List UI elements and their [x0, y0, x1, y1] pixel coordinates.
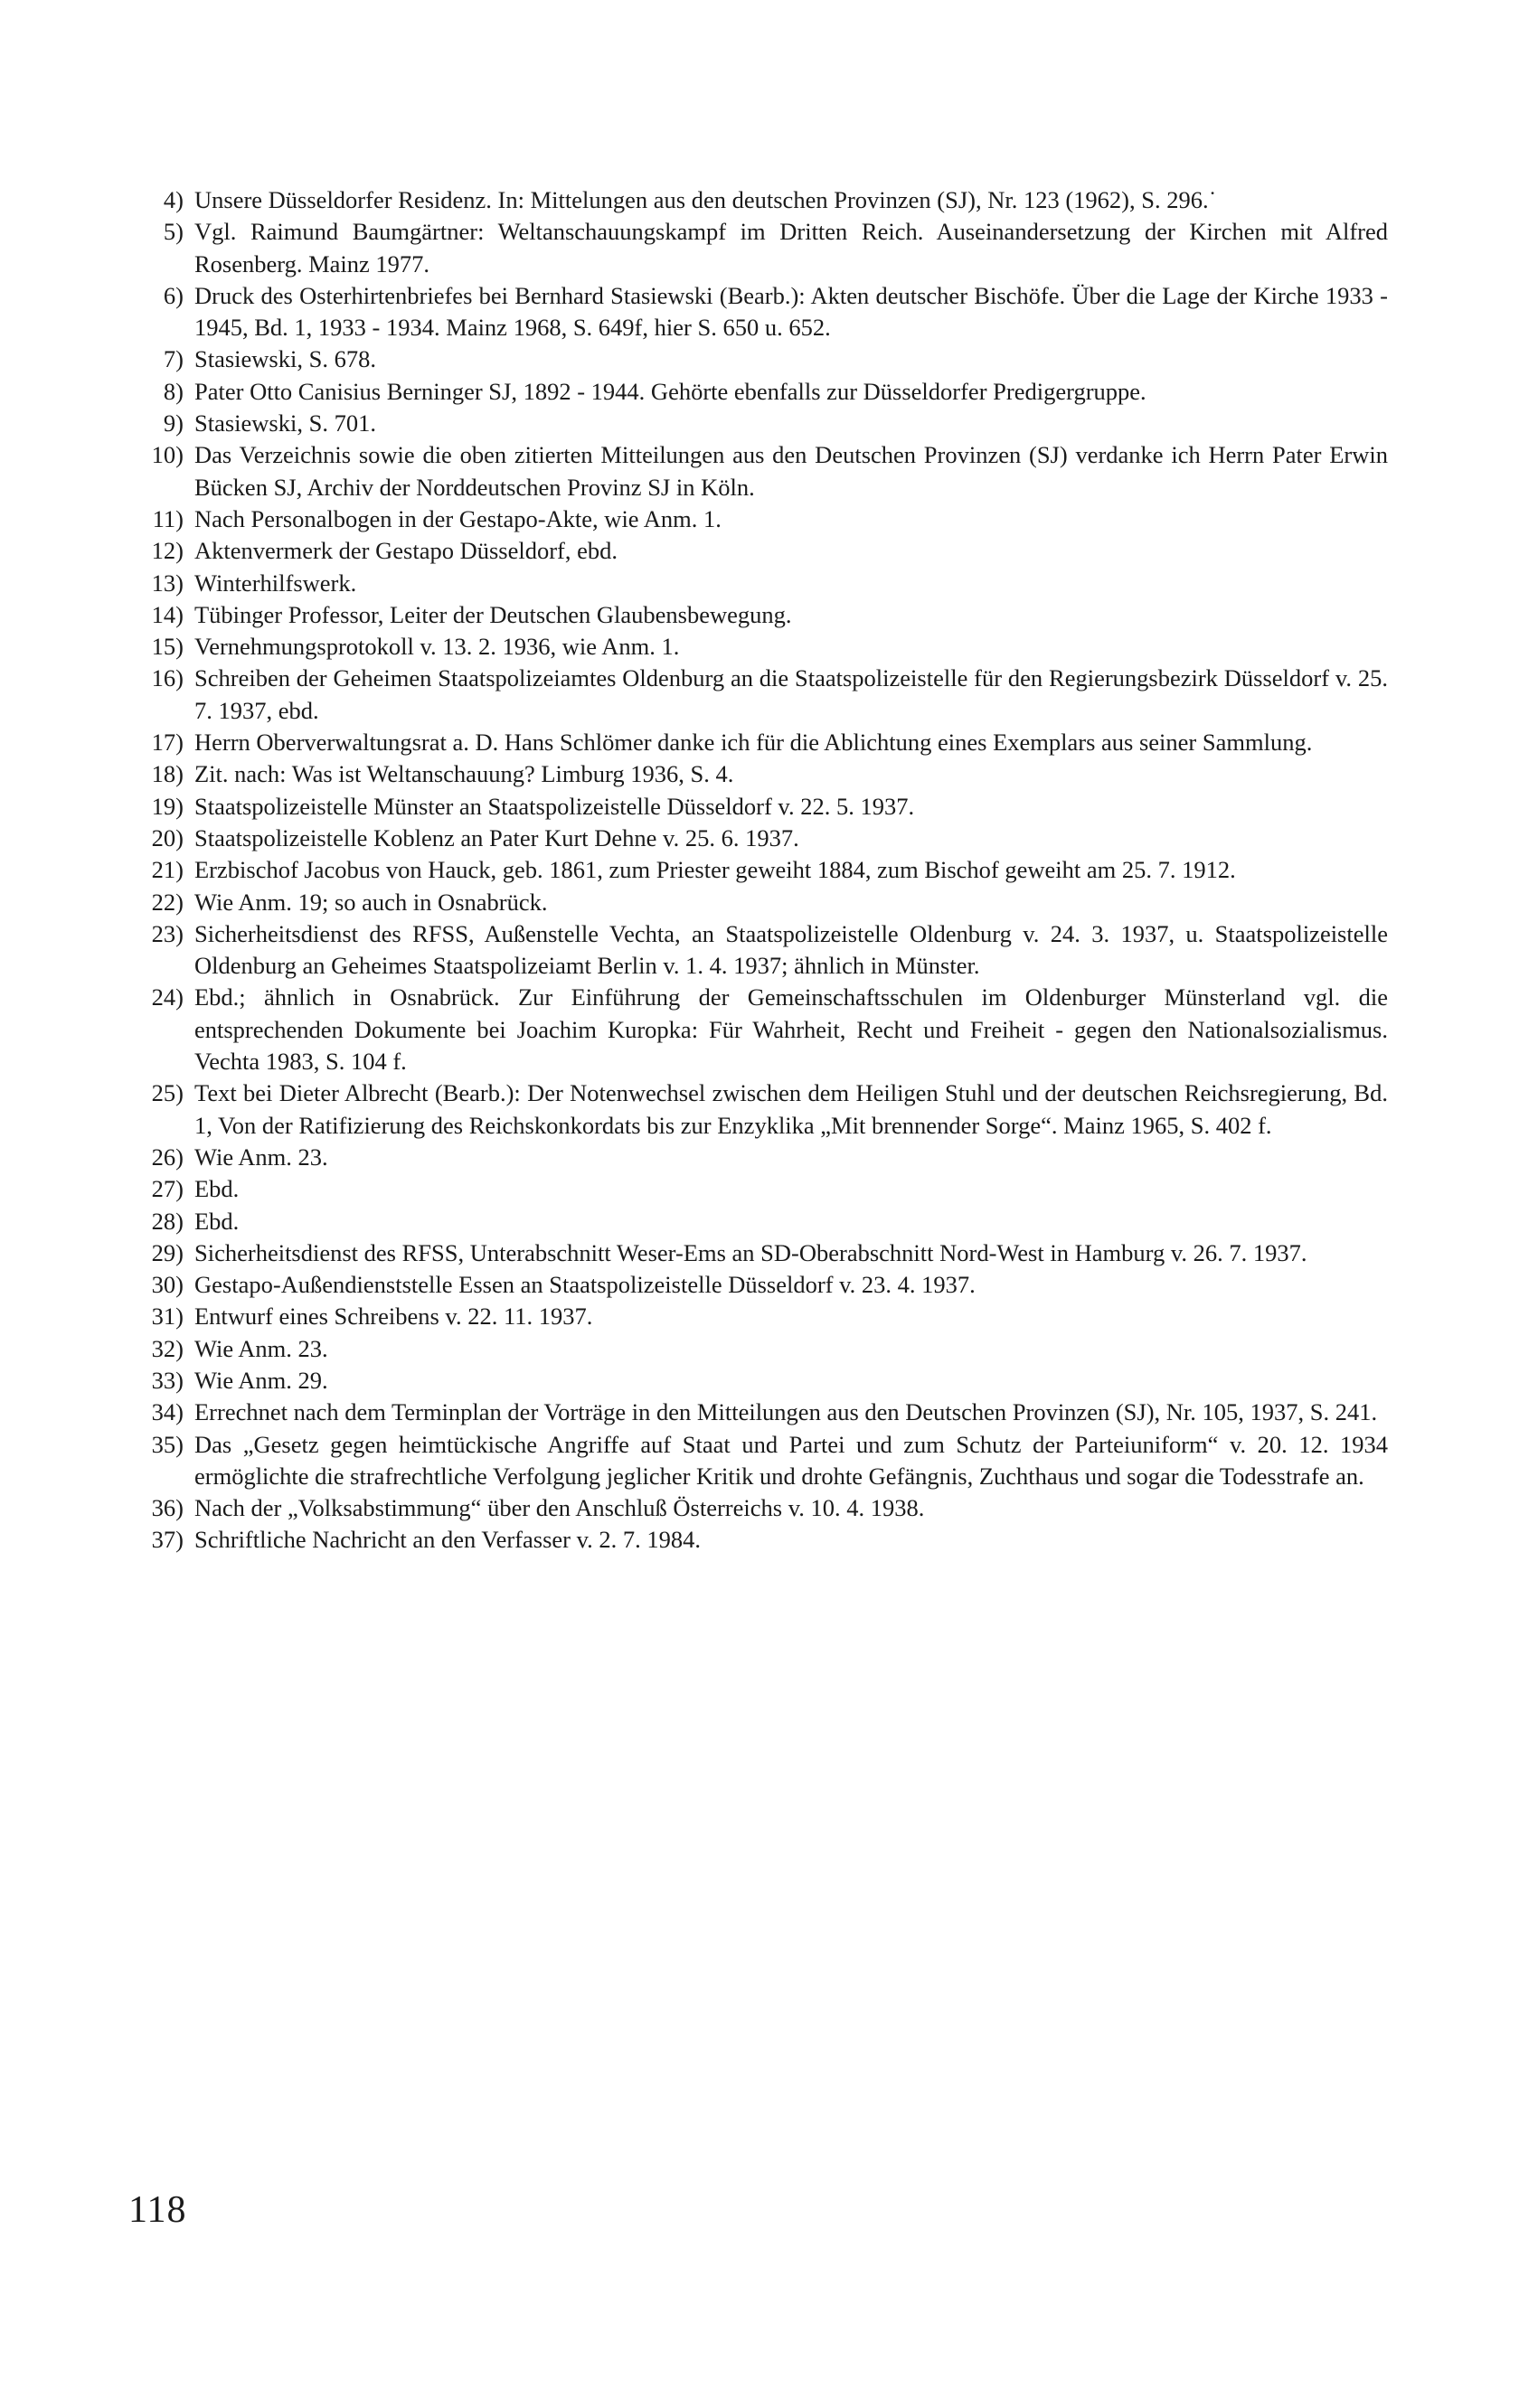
footnote-text: Ebd.	[194, 1207, 240, 1235]
footnote-number: 15)	[151, 633, 184, 661]
footnote-number: 34)	[151, 1398, 184, 1426]
footnote-number: 22)	[151, 888, 184, 916]
footnote	[127, 1365, 1388, 1397]
footnote-number: 28)	[151, 1207, 184, 1235]
footnote-text: Text bei Dieter Albrecht (Bearb.): Der Notenwechsel zwischen dem Heiligen Stuhl und der deutschen Reichsregierung, Bd. 1, Von der Ratifizierung des Reichskonkordats bis zur Enzyklika „Mit brennender Sorge“. Mainz 1965, S. 402 f.	[194, 1079, 1388, 1139]
footnote-number: 23)	[151, 919, 184, 947]
footnote-number: 4)	[163, 186, 184, 213]
footnote	[127, 982, 1388, 1077]
footnote	[127, 1397, 1388, 1428]
footnote-text: Vgl. Raimund Baumgärtner: Weltanschauungskampf im Dritten Reich. Auseinandersetzung der Kirchen mit Alfred Rosenberg. Mainz 1977.	[194, 218, 1388, 277]
footnote-number: 37)	[151, 1526, 184, 1554]
footnote	[127, 343, 1388, 375]
footnote-number: 13)	[151, 569, 184, 597]
footnote-text: Druck des Osterhirtenbriefes bei Bernhard Stasiewski (Bearb.): Akten deutscher Bischöfe. Über die Lage der Kirche 1933 - 1945, Bd. 1, 1933 - 1934. Mainz 1968, S. 649f, hier S. 650 u. 652.	[194, 281, 1388, 342]
footnote-text: Ebd.; ähnlich in Osnabrück. Zur Einführung der Gemeinschaftsschulen im Oldenburger Münsterland vgl. die entsprechenden Dokumente bei Joachim Kuropka: Für Wahrheit, Recht und Freiheit - gegen den Nationalsozialismus. Vechta 1983, S. 104 f.	[194, 983, 1388, 1076]
footnote-number: 14)	[151, 600, 184, 628]
footnote	[127, 727, 1388, 758]
footnote	[127, 184, 1388, 216]
footnote-number: 36)	[151, 1494, 184, 1522]
footnote-number: 29)	[151, 1238, 184, 1266]
footnotes-list	[127, 184, 1388, 1557]
footnote-text: Sicherheitsdienst des RFSS, Außenstelle Vechta, an Staatspolizeistelle Oldenburg v. 24. 3. 1937, u. Staatspolizeistelle Oldenburg an Geheimes Staatspolizeiamt Berlin v. 1. 4. 1937; ähnlich in Münster.	[194, 919, 1388, 980]
footnote-text: Unsere Düsseldorfer Residenz. In: Mittelungen aus den deutschen Provinzen (SJ), Nr. 123 (1962), S. 296.˙	[194, 186, 1217, 213]
footnote-number: 24)	[151, 983, 184, 1011]
footnote-text: Aktenvermerk der Gestapo Düsseldorf, ebd.	[194, 537, 618, 565]
footnote-number: 12)	[151, 537, 184, 565]
footnote-text: Gestapo-Außendienststelle Essen an Staatspolizeistelle Düsseldorf v. 23. 4. 1937.	[194, 1271, 976, 1299]
footnote	[127, 1269, 1388, 1301]
footnote-number: 21)	[151, 856, 184, 884]
footnote-number: 8)	[163, 377, 184, 405]
footnote	[127, 1301, 1388, 1332]
footnote-text: Winterhilfswerk.	[194, 569, 357, 597]
footnote	[127, 854, 1388, 886]
footnote-number: 17)	[151, 729, 184, 757]
footnote	[127, 1173, 1388, 1205]
footnote-text: Staatspolizeistelle Koblenz an Pater Kurt Dehne v. 25. 6. 1937.	[194, 823, 799, 851]
footnote-number: 26)	[151, 1143, 184, 1171]
footnote	[127, 758, 1388, 790]
footnote-text: Vernehmungsprotokoll v. 13. 2. 1936, wie Anm. 1.	[194, 633, 680, 661]
footnote	[127, 216, 1388, 280]
footnote	[127, 408, 1388, 439]
footnote-text: Schriftliche Nachricht an den Verfasser v. 2. 7. 1984.	[194, 1526, 702, 1554]
footnote	[127, 376, 1388, 408]
footnote-number: 31)	[151, 1303, 184, 1331]
footnote	[127, 1206, 1388, 1237]
footnote-text: Tübinger Professor, Leiter der Deutschen Glaubensbewegung.	[194, 600, 792, 628]
footnote-number: 25)	[151, 1079, 184, 1107]
footnote-number: 9)	[163, 409, 184, 437]
footnote-number: 16)	[151, 664, 184, 692]
footnote-text: Pater Otto Canisius Berninger SJ, 1892 - 1944. Gehörte ebenfalls zur Düsseldorfer Predigergruppe.	[194, 377, 1146, 405]
footnote-text: Wie Anm. 23.	[194, 1334, 328, 1362]
footnote	[127, 1429, 1388, 1493]
footnote	[127, 663, 1388, 727]
footnote-text: Nach Personalbogen in der Gestapo-Akte, wie Anm. 1.	[194, 504, 722, 532]
footnote	[127, 1492, 1388, 1524]
footnote-text: Sicherheitsdienst des RFSS, Unterabschnitt Weser-Ems an SD-Oberabschnitt Nord-West in Hamburg v. 26. 7. 1937.	[194, 1238, 1307, 1266]
footnote-text: Entwurf eines Schreibens v. 22. 11. 1937.	[194, 1303, 593, 1331]
footnote-number: 7)	[163, 345, 184, 373]
footnote	[127, 631, 1388, 663]
footnote-text: Wie Anm. 19; so auch in Osnabrück.	[194, 888, 548, 916]
footnote	[127, 1524, 1388, 1556]
page-number: 118	[128, 2189, 187, 2231]
footnote	[127, 1237, 1388, 1269]
footnote-text: Zit. nach: Was ist Weltanschauung? Limburg 1936, S. 4.	[194, 760, 734, 788]
footnote	[127, 503, 1388, 535]
footnote	[127, 568, 1388, 599]
footnote	[127, 599, 1388, 631]
footnote-text: Das „Gesetz gegen heimtückische Angriffe auf Staat und Partei und zum Schutz der Parteiuniform“ v. 20. 12. 1934 ermöglichte die strafrechtliche Verfolgung jeglicher Kritik und drohte Gefängnis, Zuchthaus und sogar die Todesstrafe an.	[194, 1430, 1388, 1490]
footnote-number: 5)	[163, 218, 184, 246]
footnote-number: 30)	[151, 1271, 184, 1299]
footnote-text: Stasiewski, S. 701.	[194, 409, 376, 437]
footnote	[127, 535, 1388, 567]
footnote-text: Staatspolizeistelle Münster an Staatspolizeistelle Düsseldorf v. 22. 5. 1937.	[194, 792, 915, 820]
footnote-number: 35)	[151, 1430, 184, 1458]
footnote-text: Schreiben der Geheimen Staatspolizeiamtes Oldenburg an die Staatspolizeistelle für den Regierungsbezirk Düsseldorf v. 25. 7. 1937, ebd.	[194, 664, 1388, 724]
footnote-text: Wie Anm. 23.	[194, 1143, 328, 1171]
footnote-text: Erzbischof Jacobus von Hauck, geb. 1861, zum Priester geweiht 1884, zum Bischof geweiht am 25. 7. 1912.	[194, 856, 1236, 884]
footnote-number: 19)	[151, 792, 184, 820]
footnote-number: 6)	[163, 281, 184, 309]
footnote	[127, 887, 1388, 918]
footnote	[127, 1077, 1388, 1142]
footnote-text: Stasiewski, S. 678.	[194, 345, 376, 373]
footnote-number: 11)	[152, 504, 184, 532]
footnote-text: Herrn Oberverwaltungsrat a. D. Hans Schlömer danke ich für die Ablichtung eines Exemplars aus seiner Sammlung.	[194, 729, 1313, 757]
footnote	[127, 280, 1388, 344]
footnote-text: Errechnet nach dem Terminplan der Vorträge in den Mitteilungen aus den Deutschen Provinzen (SJ), Nr. 105, 1937, S. 241.	[194, 1398, 1378, 1426]
footnote	[127, 1142, 1388, 1173]
footnote-number: 27)	[151, 1175, 184, 1203]
footnote-number: 18)	[151, 760, 184, 788]
footnote-number: 32)	[151, 1334, 184, 1362]
footnote	[127, 791, 1388, 823]
footnote	[127, 823, 1388, 854]
footnote-number: 20)	[151, 823, 184, 851]
footnote-text: Nach der „Volksabstimmung“ über den Anschluß Österreichs v. 10. 4. 1938.	[194, 1494, 925, 1522]
footnote-number: 10)	[151, 441, 184, 469]
footnote-number: 33)	[151, 1366, 184, 1394]
footnote-text: Wie Anm. 29.	[194, 1366, 328, 1394]
footnote-text: Das Verzeichnis sowie die oben zitierten Mitteilungen aus den Deutschen Provinzen (SJ) verdanke ich Herrn Pater Erwin Bücken SJ, Archiv der Norddeutschen Provinz SJ in Köln.	[194, 441, 1388, 501]
footnote	[127, 1333, 1388, 1365]
footnote	[127, 918, 1388, 983]
footnote-text: Ebd.	[194, 1175, 240, 1203]
footnote	[127, 439, 1388, 503]
